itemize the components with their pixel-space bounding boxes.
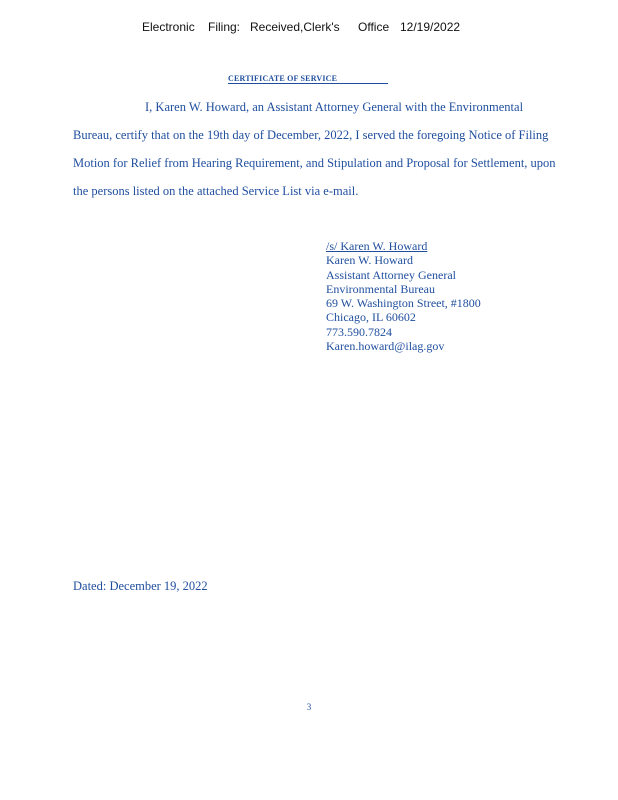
body-line-1: I, Karen W. Howard, an Assistant Attorney General with the Environmental xyxy=(145,100,524,114)
signer-city: Chicago, IL 60602 xyxy=(326,310,416,325)
signer-email: Karen.howard@ilag.gov xyxy=(326,339,445,354)
body-line-3: Motion for Relief from Hearing Requirement, and Stipulation and Proposal for Settlement, upon xyxy=(73,156,556,170)
body-line-2: Bureau, certify that on the 19th day of December, 2022, I served the foregoing Notice of Filing xyxy=(73,128,549,142)
signer-name: Karen W. Howard xyxy=(326,253,413,268)
signature-line: /s/ Karen W. Howard xyxy=(326,239,428,253)
signer-street: 69 W. Washington Street, #1800 xyxy=(326,296,481,311)
header-date: 12/19/2022 xyxy=(400,20,461,34)
body-line-4: the persons listed on the attached Service List via e-mail. xyxy=(73,184,359,198)
page-number: 3 xyxy=(306,702,312,712)
signer-title: Assistant Attorney General xyxy=(326,267,456,282)
header-received: Received,Clerk's xyxy=(250,20,340,34)
certificate-title: CERTIFICATE OF SERVICE xyxy=(228,74,388,84)
signature-block xyxy=(326,239,481,353)
header-electronic: Electronic xyxy=(142,20,195,34)
header-filing: Filing: xyxy=(208,20,241,34)
signer-bureau: Environmental Bureau xyxy=(326,281,435,296)
dated-line: Dated: December 19, 2022 xyxy=(73,579,208,593)
header-office: Office xyxy=(358,20,390,34)
signer-phone: 773.590.7824 xyxy=(326,324,392,339)
